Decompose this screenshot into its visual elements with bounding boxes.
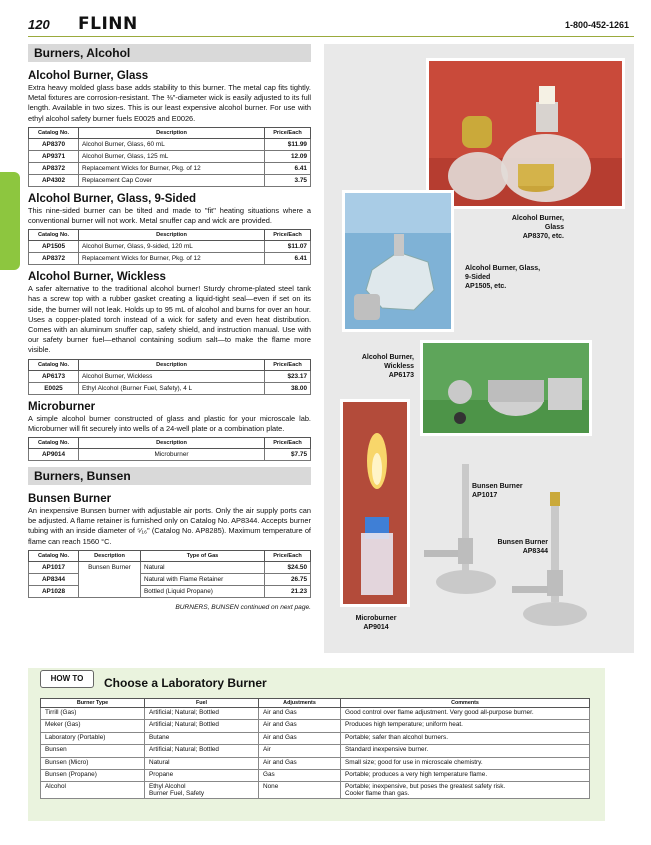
gas-type: Natural: [141, 561, 265, 573]
catalog-number: AP8372: [29, 162, 79, 174]
table-row: [29, 561, 311, 573]
item-price: 38.00: [265, 382, 311, 394]
burner-comments: Portable; safer than alcohol burners.: [341, 732, 590, 744]
continued-note: BURNERS, BUNSEN continued on next page.: [175, 603, 311, 611]
photo-ninesided-burner: [342, 190, 454, 332]
photo-panel: [324, 44, 634, 653]
catalog-number: AP1017: [29, 561, 79, 573]
product-title-ninesided: Alcohol Burner, Glass, 9-Sided: [28, 192, 197, 205]
catalog-table-glass: [28, 127, 311, 187]
col-header: Catalog No.: [29, 230, 79, 241]
burner-adjustments: Air and Gas: [259, 708, 341, 720]
gas-type: Bottled (Liquid Propane): [141, 585, 265, 597]
catalog-table-bunsen: [28, 550, 311, 598]
table-row: [41, 720, 590, 732]
microburner-image: [340, 399, 410, 607]
burner-comments: Small size; good for use in microscale chemistry.: [341, 757, 590, 769]
item-price: 12.09: [265, 150, 311, 162]
item-description: Replacement Wicks for Burner, Pkg. of 12: [79, 253, 265, 265]
table-row: [29, 241, 311, 253]
item-description: Bunsen Burner: [79, 561, 141, 597]
caption-bunsen-ap1017: Bunsen Burner AP1017: [472, 483, 523, 499]
col-header: Type of Gas: [141, 550, 265, 561]
table-row: [41, 745, 590, 757]
burner-comments: Produces high temperature; uniform heat.: [341, 720, 590, 732]
col-header: Catalog No.: [29, 438, 79, 449]
item-description: Microburner: [79, 449, 265, 461]
catalog-number: AP9014: [29, 449, 79, 461]
photo-wickless-burner: [420, 340, 592, 436]
burner-adjustments: Air and Gas: [259, 757, 341, 769]
col-header: Description: [79, 359, 265, 370]
burner-fuel: Natural: [145, 757, 259, 769]
brand-logo: FLINN: [78, 14, 138, 34]
product-title-wickless: Alcohol Burner, Wickless: [28, 271, 166, 284]
col-header: Price/Each: [265, 550, 311, 561]
catalog-table-microburner: [28, 437, 311, 461]
catalog-number: AP8370: [29, 138, 79, 150]
catalog-number: AP9371: [29, 150, 79, 162]
catalog-number: AP4302: [29, 174, 79, 186]
col-header: Adjustments: [259, 699, 341, 708]
page-number: 120: [28, 17, 50, 32]
table-row: [29, 449, 311, 461]
item-price: $24.50: [265, 561, 311, 573]
burner-type: Bunsen: [41, 745, 145, 757]
item-description: Ethyl Alcohol (Burner Fuel, Safety), 4 L: [79, 382, 265, 394]
table-row: [29, 162, 311, 174]
photo-microburner: [340, 399, 410, 607]
table-row: [29, 382, 311, 394]
product-title-microburner: Microburner: [28, 400, 96, 413]
item-price: $23.17: [265, 370, 311, 382]
burner-type: Tirrill (Gas): [41, 708, 145, 720]
col-header: Description: [79, 127, 265, 138]
col-header: Description: [79, 438, 265, 449]
table-row: [29, 138, 311, 150]
ninesided-burner-image: [342, 190, 454, 332]
burner-type: Laboratory (Portable): [41, 732, 145, 744]
burner-adjustments: Air and Gas: [259, 732, 341, 744]
item-description: Alcohol Burner, Glass, 60 mL: [79, 138, 265, 150]
table-row: [29, 253, 311, 265]
photo-glass-burner: [426, 58, 625, 209]
section-heading-bunsen: Burners, Bunsen: [28, 467, 311, 485]
item-price: 26.75: [265, 573, 311, 585]
caption-glass: Alcohol Burner, Glass AP8370, etc.: [511, 215, 564, 240]
burner-adjustments: Air: [259, 745, 341, 757]
header-rule: [28, 36, 634, 37]
left-column: [28, 44, 311, 611]
item-description: Replacement Cap Cover: [79, 174, 265, 186]
item-description: Alcohol Burner, Glass, 125 mL: [79, 150, 265, 162]
phone-number: 1-800-452-1261: [564, 20, 629, 30]
table-row: [29, 150, 311, 162]
table-row: [41, 769, 590, 781]
glass-burner-image: [426, 58, 625, 209]
caption-ninesided: Alcohol Burner, Glass, 9-Sided AP1505, etc.: [465, 265, 541, 290]
col-header: Description: [79, 230, 265, 241]
table-row: [41, 708, 590, 720]
caption-bunsen-ap8344: Bunsen Burner AP8344: [497, 539, 548, 555]
page-header: [0, 0, 651, 40]
col-header: Burner Type: [41, 699, 145, 708]
catalog-table-ninesided: [28, 229, 311, 265]
gas-type: Natural with Flame Retainer: [141, 573, 265, 585]
burner-type: Bunsen (Propane): [41, 769, 145, 781]
col-header: Comments: [341, 699, 590, 708]
burner-comparison-table: [40, 698, 590, 799]
item-price: $11.07: [265, 241, 311, 253]
burner-adjustments: None: [259, 782, 341, 799]
item-description: Alcohol Burner, Glass, 9-sided, 120 mL: [79, 241, 265, 253]
col-header: Price/Each: [265, 127, 311, 138]
item-price: $11.99: [265, 138, 311, 150]
col-header: Price/Each: [265, 230, 311, 241]
col-header: Catalog No.: [29, 550, 79, 561]
burner-adjustments: Gas: [259, 769, 341, 781]
table-row: [29, 585, 311, 597]
col-header: Price/Each: [265, 359, 311, 370]
product-title-glass: Alcohol Burner, Glass: [28, 70, 149, 82]
table-row: [29, 573, 311, 585]
catalog-number: AP6173: [29, 370, 79, 382]
col-header: Price/Each: [265, 438, 311, 449]
catalog-number: AP1505: [29, 241, 79, 253]
caption-microburner: Microburner AP9014: [355, 615, 397, 631]
product-desc-microburner: A simple alcohol burner constructed of glass and plastic for your microscale lab. Microburner will fit securely into wells of a 24-well plate or a combination plate.: [28, 413, 311, 433]
item-description: Alcohol Burner, Wickless: [79, 370, 265, 382]
col-header: Catalog No.: [29, 127, 79, 138]
product-desc-bunsen: An inexpensive Bunsen burner with adjustable air ports. Only the air supply ports can be adjusted. A flame retainer is furnished only on Catalog No. AP8344. Accepts burner tubing with an inside diameter of ⁵⁄₁₆" (Catalog No. AP8285). Maximum temperature of flame can reach 1560 °C.: [28, 506, 311, 546]
burner-fuel: Artificial; Natural; Bottled: [145, 720, 259, 732]
item-price: $7.75: [265, 449, 311, 461]
product-desc-glass: Extra heavy molded glass base adds stability to this burner. The metal cap fits tightly. Metal fixtures are corrosion-resistant. The ⅜"-diameter wick is easily adjusted to its full length. Available in two sizes. This is our least expensive alcohol burner. For use with ethyl alcohol safety burner fuels E0025 and E0026.: [28, 83, 311, 123]
burner-fuel: Butane: [145, 732, 259, 744]
howto-box: [28, 668, 605, 821]
howto-title: Choose a Laboratory Burner: [104, 676, 267, 690]
col-header: Description: [79, 550, 141, 561]
burner-fuel: Artificial; Natural; Bottled: [145, 708, 259, 720]
wickless-burner-image: [420, 340, 592, 436]
burner-type: Meker (Gas): [41, 720, 145, 732]
burner-comments: Portable; inexpensive, but poses the greatest safety risk. Cooler flame than gas.: [341, 782, 590, 799]
burner-comments: Standard inexpensive burner.: [341, 745, 590, 757]
col-header: Fuel: [145, 699, 259, 708]
catalog-number: AP8372: [29, 253, 79, 265]
item-description: Replacement Wicks for Burner, Pkg. of 12: [79, 162, 265, 174]
item-price: 21.23: [265, 585, 311, 597]
howto-badge: HOW TO: [40, 670, 94, 688]
catalog-table-wickless: [28, 359, 311, 395]
item-price: 6.41: [265, 162, 311, 174]
catalog-number: AP1028: [29, 585, 79, 597]
burner-comments: Good control over flame adjustment. Very good all-purpose burner.: [341, 708, 590, 720]
table-row: [41, 782, 590, 799]
col-header: Catalog No.: [29, 359, 79, 370]
table-row: [41, 732, 590, 744]
burner-type: Alcohol: [41, 782, 145, 799]
table-row: [29, 370, 311, 382]
table-row: [41, 757, 590, 769]
product-title-bunsen: Bunsen Burner: [28, 493, 112, 506]
table-row: [29, 174, 311, 186]
item-price: 3.75: [265, 174, 311, 186]
burner-adjustments: Air and Gas: [259, 720, 341, 732]
burner-type: Bunsen (Micro): [41, 757, 145, 769]
caption-wickless: Alcohol Burner, Wickless AP6173: [361, 354, 414, 379]
catalog-number: E0025: [29, 382, 79, 394]
burner-fuel: Propane: [145, 769, 259, 781]
chapter-tab: [0, 172, 20, 270]
burner-comments: Portable; produces a very high temperature flame.: [341, 769, 590, 781]
item-price: 6.41: [265, 253, 311, 265]
catalog-number: AP8344: [29, 573, 79, 585]
burner-fuel: Artificial; Natural; Bottled: [145, 745, 259, 757]
product-desc-ninesided: This nine-sided burner can be tilted and made to "fit" heating situations where a conventional burner will not work. Metal snuffer cap and wick are provided.: [28, 205, 311, 226]
section-heading-alcohol: Burners, Alcohol: [28, 44, 311, 62]
product-desc-wickless: A safer alternative to the traditional alcohol burner! Sturdy chrome-plated steel tank has a screw top with a rubber gasket creating a liquid-tight seal—even if set on its side, the burner will not leak. Holds up to 95 mL of alcohol and burns for over an hour. Uses a copper-plated torch instead of a wick for safety and even heat distribution. Comes with an aluminum snuffer cap, safety shield, and instruction manual. Use with our safety burner fuel—ethanol containing sodium salt—to make the flame more visible.: [28, 284, 311, 355]
burner-fuel: Ethyl Alcohol Burner Fuel, Safety: [145, 782, 259, 799]
